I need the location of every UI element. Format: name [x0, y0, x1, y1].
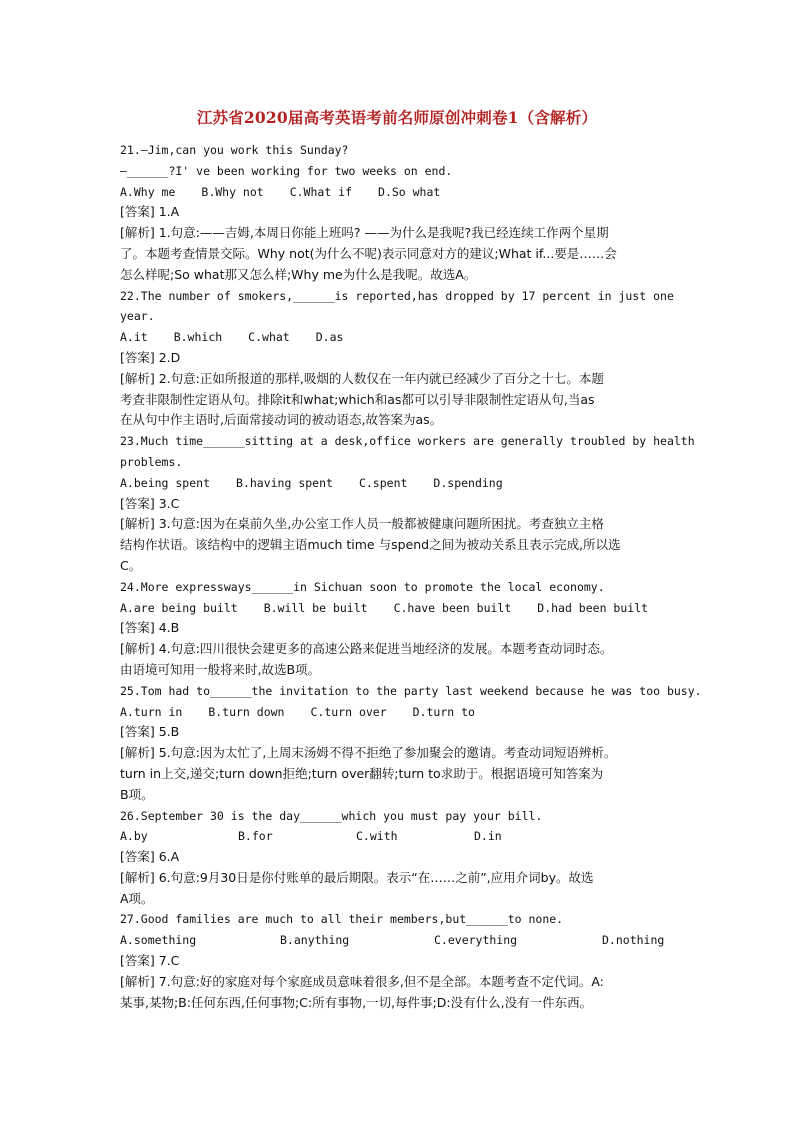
question-stem: problems.	[120, 454, 183, 469]
analysis-line: [解析] 3.句意:因为在桌前久坐,办公室工作人员一般都被健康问题所困扰。考查独立主格	[120, 516, 604, 532]
answer-line: [答案] 5.B	[120, 724, 180, 740]
question-options	[120, 826, 676, 847]
question-options	[120, 473, 676, 494]
analysis-line: [解析] 6.句意:9月30日是你付账单的最后期限。表示“在……之前”,应用介词by。故选	[120, 869, 594, 885]
analysis-line: [解析] 5.句意:因为太忙了,上周末汤姆不得不拒绝了参加聚会的邀请。考查动词短语辨析。	[120, 745, 617, 761]
analysis-line: 了。本题考查情景交际。Why not(为什么不呢)表示同意对方的建议;What if...要是……会	[120, 245, 617, 261]
analysis-line: [解析] 1.句意:——吉姆,本周日你能上班吗? ——为什么是我呢?我已经连续工作两个星期	[120, 225, 609, 241]
answer-line: [答案] 3.C	[120, 495, 180, 511]
answer-line: [答案] 6.A	[120, 849, 180, 865]
option-d: D.nothing	[602, 933, 665, 948]
option-b: B.having spent	[236, 475, 333, 490]
analysis-line: [解析] 7.句意:好的家庭对每个家庭成员意味着很多,但不是全部。本题考查不定代词。A:	[120, 973, 604, 989]
analysis-line: A项。	[120, 890, 154, 906]
question-stem: 23.Much time______sitting at a desk,office workers are generally troubled by health	[120, 434, 695, 449]
option-b: B.will be built	[263, 600, 368, 615]
option-a: A.are being built	[120, 600, 238, 615]
question-options	[120, 598, 676, 619]
document-body	[120, 140, 702, 1013]
option-c: C.turn over	[310, 704, 387, 719]
option-b: B.anything	[280, 933, 350, 948]
option-a: A.Why me	[120, 184, 176, 199]
question-26	[120, 806, 676, 910]
option-c: C.with	[356, 829, 398, 844]
analysis-line: C。	[120, 557, 142, 573]
question-24	[120, 577, 676, 681]
question-25	[120, 681, 702, 806]
question-options	[120, 327, 676, 348]
analysis-line: 由语境可知用一般将来时,故选B项。	[120, 661, 321, 677]
option-d: D.spending	[433, 475, 503, 490]
question-23	[120, 431, 695, 577]
question-stem: 27.Good families are much to all their members,but______to none.	[120, 912, 564, 927]
option-c: C.What if	[289, 184, 353, 199]
option-c: C.spent	[358, 475, 408, 490]
question-stem: 25.Tom had to______the invitation to the party last weekend because he was too busy.	[120, 683, 702, 698]
option-b: B.Why not	[201, 184, 264, 199]
option-a: A.it	[120, 330, 148, 345]
option-b: B.turn down	[208, 704, 285, 719]
question-options	[120, 930, 676, 951]
analysis-line: [解析] 4.句意:四川很快会建更多的高速公路来促进当地经济的发展。本题考查动词时态。	[120, 641, 613, 657]
answer-line: [答案] 1.A	[120, 204, 180, 220]
question-stem: 24.More expressways______in Sichuan soon to promote the local economy.	[120, 579, 605, 594]
analysis-line: turn in上交,递交;turn down拒绝;turn over翻转;turn to求助于。根据语境可知答案为	[120, 765, 604, 781]
answer-line: [答案] 4.B	[120, 620, 180, 636]
option-d: D.in	[474, 829, 502, 844]
option-c: C.everything	[434, 933, 518, 948]
question-options	[120, 702, 676, 723]
option-d: D.as	[315, 330, 344, 345]
option-d: D.had been built	[537, 600, 649, 615]
question-22	[120, 286, 676, 432]
document-title: 江苏省2020届高考英语考前名师原创冲刺卷1（含解析）	[196, 108, 598, 127]
analysis-line: 结构作状语。该结构中的逻辑主语much time 与spend之间为被动关系且表示完成,所以选	[120, 537, 621, 553]
answer-line: [答案] 7.C	[120, 953, 180, 969]
analysis-line: 某事,某物;B:任何东西,任何事物;C:所有事物,一切,每件事;D:没有什么,没有一件东西。	[120, 994, 593, 1010]
answer-line: [答案] 2.D	[120, 349, 181, 365]
option-c: C.have been built	[393, 600, 512, 615]
option-d: D.turn to	[412, 704, 475, 719]
analysis-line: 怎么样呢;So what那又怎么样;Why me为什么是我呢。故选A。	[120, 266, 477, 282]
option-c: C.what	[248, 330, 290, 345]
analysis-line: 在从句中作主语时,后面常接动词的被动语态,故答案为as。	[120, 412, 443, 428]
option-a: A.being spent	[120, 475, 211, 490]
question-21	[120, 140, 676, 286]
option-a: A.by	[120, 829, 148, 844]
option-b: B.for	[238, 829, 273, 844]
question-stem: year.	[120, 309, 155, 324]
analysis-line: 考查非限制性定语从句。排除it和what;which和as都可以引导非限制性定语从句,当as	[120, 391, 595, 407]
option-a: A.turn in	[120, 704, 183, 719]
question-options	[120, 182, 676, 203]
question-stem: 26.September 30 is the day______which you must pay your bill.	[120, 808, 543, 823]
option-b: B.which	[173, 330, 223, 345]
option-a: A.something	[120, 933, 197, 948]
question-stem: —______?I' ve been working for two weeks on end.	[120, 163, 453, 178]
analysis-line: B项。	[120, 786, 154, 802]
question-stem: 22.The number of smokers,______is reported,has dropped by 17 percent in just one	[120, 288, 674, 303]
option-d: D.So what	[378, 184, 441, 199]
question-stem: 21.—Jim,can you work this Sunday?	[120, 143, 349, 157]
analysis-line: [解析] 2.句意:正如所报道的那样,吸烟的人数仅在一年内就已经减少了百分之十七。本题	[120, 370, 604, 386]
question-27	[120, 909, 676, 1013]
